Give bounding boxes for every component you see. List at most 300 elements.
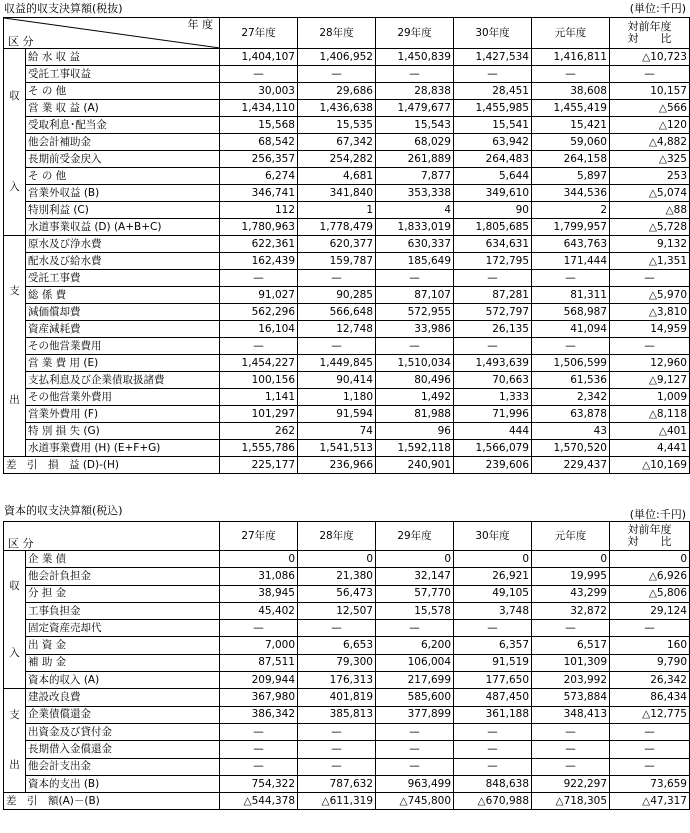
income-row [4,253,690,270]
income-cell: 90,414 [298,372,376,389]
income-header-compare-bottom: 対 比 [627,32,672,45]
capital-cell: △718,305 [532,793,610,810]
income-cell: △401 [610,423,690,440]
income-cell: — [610,66,690,83]
income-cell: 1,450,839 [376,49,454,66]
income-cell: 91,594 [298,406,376,423]
income-category-wrap [6,238,23,455]
capital-cell: 29,124 [610,602,690,619]
income-header-division-cell [4,18,220,49]
capital-cell: — [220,620,298,637]
income-row [4,66,690,83]
capital-category-char: 出 [9,759,20,772]
capital-cell: 0 [220,551,298,568]
capital-cell: 386,342 [220,706,298,723]
capital-cell: — [454,758,532,775]
capital-cell: 963,499 [376,775,454,792]
capital-cell: 0 [532,551,610,568]
income-cell: — [532,338,610,355]
capital-cell: — [376,741,454,758]
income-cell: 264,158 [532,151,610,168]
income-cell: 1,493,639 [454,355,532,372]
capital-cell: 31,086 [220,568,298,585]
capital-row [4,637,690,654]
income-row-label: 総 係 費 [26,287,220,304]
capital-row-label: 分 担 金 [26,585,220,602]
income-cell: △3,810 [610,304,690,321]
income-cell: 240,901 [376,457,454,474]
capital-cell: — [220,723,298,740]
capital-cell: 26,921 [454,568,532,585]
income-row-label: 受託工事費 [26,270,220,287]
capital-category-wrap [6,552,23,686]
income-cell: 229,437 [532,457,610,474]
capital-cell: 848,638 [454,775,532,792]
income-row-label: 減価償却費 [26,304,220,321]
capital-cell: — [610,758,690,775]
income-cell: 2 [532,202,610,219]
income-cell: 41,094 [532,321,610,338]
income-cell: 1,454,227 [220,355,298,372]
income-category-char: 収 [9,89,20,102]
capital-table-title: 資本的収支決算額(税込) [4,504,123,517]
capital-cell: 26,342 [610,672,690,689]
capital-cell: — [298,741,376,758]
capital-cell: 361,188 [454,706,532,723]
income-cell: — [610,338,690,355]
income-cell: 1,416,811 [532,49,610,66]
capital-cell: 21,380 [298,568,376,585]
income-cell: 81,311 [532,287,610,304]
capital-cell: 754,322 [220,775,298,792]
income-cell: 14,959 [610,321,690,338]
income-cell: 43 [532,423,610,440]
income-cell: 1,799,957 [532,219,610,236]
capital-cell: 9,790 [610,654,690,671]
capital-row-label: 出資金及び貸付金 [26,723,220,740]
income-cell: 566,648 [298,304,376,321]
capital-cell: 209,944 [220,672,298,689]
income-cell: 9,132 [610,236,690,253]
capital-cell: — [610,723,690,740]
capital-cell: △745,800 [376,793,454,810]
capital-cell: — [220,741,298,758]
capital-cell: 15,578 [376,602,454,619]
capital-row-label: 資本的支出 (B) [26,775,220,792]
capital-row-label: 差 引 額(A)－(B) [4,793,220,810]
capital-row-label: 工事負担金 [26,602,220,619]
capital-cell: — [610,741,690,758]
income-cell: △1,351 [610,253,690,270]
capital-cell: 217,699 [376,672,454,689]
income-row-label: 受取利息･配当金 [26,117,220,134]
income-category-cell [4,49,26,236]
income-cell: △120 [610,117,690,134]
income-row [4,372,690,389]
income-cell: — [220,270,298,287]
capital-cell: — [454,620,532,637]
income-cell: 68,542 [220,134,298,151]
income-row [4,321,690,338]
income-row-label: 他会計補助金 [26,134,220,151]
income-cell: 33,986 [376,321,454,338]
capital-cell: — [454,723,532,740]
capital-cell: — [298,620,376,637]
capital-cell: 38,945 [220,585,298,602]
income-cell: 1,805,685 [454,219,532,236]
income-row [4,304,690,321]
capital-cell: 101,309 [532,654,610,671]
capital-header-compare-top: 対前年度 [627,523,672,536]
income-cell: △5,074 [610,185,690,202]
income-cell: 100,156 [220,372,298,389]
income-cell: 568,987 [532,304,610,321]
income-cell: 28,451 [454,83,532,100]
income-row-label: 営 業 費 用 (E) [26,355,220,372]
income-cell: 239,606 [454,457,532,474]
income-row [4,389,690,406]
capital-cell: 0 [376,551,454,568]
income-cell: 70,663 [454,372,532,389]
income-cell: 171,444 [532,253,610,270]
income-header-year-label: 年 度 [187,18,213,31]
capital-cell: 12,507 [298,602,376,619]
income-cell: 15,568 [220,117,298,134]
capital-cell: △47,317 [610,793,690,810]
capital-category-cell [4,689,26,793]
capital-cell: 3,748 [454,602,532,619]
income-row-label: そ の 他 [26,83,220,100]
capital-cell: 43,299 [532,585,610,602]
income-cell: 172,795 [454,253,532,270]
capital-header-year-1: 28年度 [298,522,376,551]
capital-row [4,793,690,810]
income-cell: 1,479,677 [376,100,454,117]
income-row-label: 原水及び浄水費 [26,236,220,253]
capital-row [4,775,690,792]
income-row [4,338,690,355]
income-header-year-4: 元年度 [532,18,610,49]
income-cell: 1,555,786 [220,440,298,457]
capital-row-label: 出 資 金 [26,637,220,654]
income-cell: 353,338 [376,185,454,202]
income-category-char: 入 [9,181,20,194]
income-cell: 1,541,513 [298,440,376,457]
capital-cell: △12,775 [610,706,690,723]
income-cell: △88 [610,202,690,219]
income-row-label: 水道事業費用 (H) (E+F+G) [26,440,220,457]
income-row-label: その他営業外費用 [26,389,220,406]
capital-row [4,741,690,758]
income-cell: — [298,270,376,287]
income-cell: 185,649 [376,253,454,270]
capital-cell: 91,519 [454,654,532,671]
capital-cell: 6,200 [376,637,454,654]
capital-row [4,551,690,568]
income-cell: 4,441 [610,440,690,457]
income-cell: 15,541 [454,117,532,134]
capital-cell: 377,899 [376,706,454,723]
income-row [4,270,690,287]
income-cell: 236,966 [298,457,376,474]
capital-cell: 6,653 [298,637,376,654]
income-cell: △10,169 [610,457,690,474]
capital-cell: — [532,620,610,637]
capital-row [4,568,690,585]
income-cell: 622,361 [220,236,298,253]
income-row-label: 営業外費用 (F) [26,406,220,423]
income-cell: 91,027 [220,287,298,304]
capital-row [4,723,690,740]
income-category-char: 支 [9,285,20,298]
capital-cell: △611,319 [298,793,376,810]
income-cell: 256,357 [220,151,298,168]
income-cell: 1,455,419 [532,100,610,117]
income-cell: 1,780,963 [220,219,298,236]
income-cell: 26,135 [454,321,532,338]
income-cell: 81,988 [376,406,454,423]
capital-row-label: 他会計負担金 [26,568,220,585]
income-cell: 38,608 [532,83,610,100]
income-row-label: 特 別 損 失 (G) [26,423,220,440]
income-cell: 67,342 [298,134,376,151]
income-row-label: 営業外収益 (B) [26,185,220,202]
income-cell: 444 [454,423,532,440]
income-cell: — [220,338,298,355]
income-row-label: 資産減耗費 [26,321,220,338]
income-cell: 4,681 [298,168,376,185]
income-cell: 12,960 [610,355,690,372]
capital-row [4,672,690,689]
capital-category-char: 収 [9,579,20,592]
income-cell: — [376,270,454,287]
income-statement-table [3,17,690,474]
income-cell: 15,421 [532,117,610,134]
capital-cell: 56,473 [298,585,376,602]
income-cell: △8,118 [610,406,690,423]
capital-header-year-4: 元年度 [532,522,610,551]
income-cell: 15,535 [298,117,376,134]
income-cell: 29,686 [298,83,376,100]
capital-cell: — [220,758,298,775]
capital-cell: △5,806 [610,585,690,602]
capital-cell: — [376,758,454,775]
capital-header-compare [610,522,690,551]
capital-row-label: 資本的収入 (A) [26,672,220,689]
income-category-cell [4,236,26,457]
capital-row-label: 企 業 債 [26,551,220,568]
income-cell: 12,748 [298,321,376,338]
income-cell: 254,282 [298,151,376,168]
income-cell: 59,060 [532,134,610,151]
capital-row-label: 企業債償還金 [26,706,220,723]
capital-header-compare-bottom: 対 比 [627,535,672,548]
capital-cell: 6,357 [454,637,532,654]
capital-header-year-0: 27年度 [220,522,298,551]
income-cell: △9,127 [610,372,690,389]
income-cell: — [532,66,610,83]
income-row [4,100,690,117]
income-cell: 1,570,520 [532,440,610,457]
income-row-label: 受託工事収益 [26,66,220,83]
capital-cell: 348,413 [532,706,610,723]
capital-cell: 573,884 [532,689,610,706]
income-cell: △566 [610,100,690,117]
capital-unit-label: (単位:千円) [629,508,686,521]
income-category-char: 出 [9,393,20,406]
income-header-year-0: 27年度 [220,18,298,49]
income-header-compare [610,18,690,49]
income-cell: 5,897 [532,168,610,185]
income-cell: 1,449,845 [298,355,376,372]
capital-cell: 487,450 [454,689,532,706]
income-row [4,49,690,66]
capital-category-cell [4,551,26,689]
income-header-division-label: 区 分 [8,35,34,48]
income-cell: 80,496 [376,372,454,389]
income-cell: 1,492 [376,389,454,406]
income-cell: 261,889 [376,151,454,168]
capital-cell: 0 [610,551,690,568]
income-row [4,440,690,457]
capital-category-wrap [6,691,23,791]
capital-header-year-2: 29年度 [376,522,454,551]
income-cell: △10,723 [610,49,690,66]
income-row [4,134,690,151]
capital-cell: 787,632 [298,775,376,792]
income-cell: 1,566,079 [454,440,532,457]
capital-cell: 106,004 [376,654,454,671]
capital-cell: 7,000 [220,637,298,654]
income-cell: 16,104 [220,321,298,338]
income-cell: 1,455,985 [454,100,532,117]
capital-row [4,758,690,775]
income-row-label: 配水及び給水費 [26,253,220,270]
capital-cell: 401,819 [298,689,376,706]
capital-cell: — [298,723,376,740]
income-category-wrap [6,51,23,234]
income-row-label: 特別利益 (C) [26,202,220,219]
income-header-year-2: 29年度 [376,18,454,49]
income-row [4,406,690,423]
capital-cell: 87,511 [220,654,298,671]
income-cell: 253 [610,168,690,185]
income-row-label: 給 水 収 益 [26,49,220,66]
capital-header-row [4,522,690,551]
income-row-label: 差 引 損 益 (D)-(H) [4,457,220,474]
income-header-row [4,18,690,49]
income-cell: 90,285 [298,287,376,304]
income-cell: 96 [376,423,454,440]
capital-cell: — [376,620,454,637]
income-cell: 15,543 [376,117,454,134]
income-cell: 1,510,034 [376,355,454,372]
income-cell: 1,141 [220,389,298,406]
capital-cell: — [298,758,376,775]
capital-row [4,706,690,723]
capital-row-label: 建設改良費 [26,689,220,706]
income-cell: 341,840 [298,185,376,202]
income-cell: — [376,66,454,83]
capital-cell: 6,517 [532,637,610,654]
capital-cell: — [454,741,532,758]
capital-category-char: 入 [9,646,20,659]
capital-cell: 0 [298,551,376,568]
capital-cell: △6,926 [610,568,690,585]
income-row [4,151,690,168]
income-cell: 1,592,118 [376,440,454,457]
income-cell: 225,177 [220,457,298,474]
capital-statement-table [3,521,690,810]
income-cell: 6,274 [220,168,298,185]
capital-cell: — [532,723,610,740]
income-cell: 264,483 [454,151,532,168]
income-cell: 68,029 [376,134,454,151]
income-cell: 620,377 [298,236,376,253]
capital-cell: — [532,741,610,758]
capital-row [4,620,690,637]
income-cell: 1,506,599 [532,355,610,372]
capital-row [4,602,690,619]
income-cell: 344,536 [532,185,610,202]
income-header-year-3: 30年度 [454,18,532,49]
capital-cell: 32,147 [376,568,454,585]
income-cell: 7,877 [376,168,454,185]
capital-cell: 922,297 [532,775,610,792]
income-row [4,185,690,202]
income-cell: 28,838 [376,83,454,100]
income-cell: 1,833,019 [376,219,454,236]
capital-cell: — [610,620,690,637]
income-row-label: 営 業 収 益 (A) [26,100,220,117]
income-cell: 1,434,110 [220,100,298,117]
income-cell: 63,942 [454,134,532,151]
capital-cell: 0 [454,551,532,568]
income-cell: 643,763 [532,236,610,253]
capital-cell: 57,770 [376,585,454,602]
income-row [4,457,690,474]
income-cell: — [454,338,532,355]
capital-row [4,689,690,706]
capital-cell: — [532,758,610,775]
income-cell: 1,778,479 [298,219,376,236]
income-cell: 159,787 [298,253,376,270]
capital-row [4,585,690,602]
income-cell: △5,970 [610,287,690,304]
income-cell: 1,427,534 [454,49,532,66]
income-cell: 562,296 [220,304,298,321]
income-row-label: その他営業費用 [26,338,220,355]
income-row-label: 支払利息及び企業債取扱諸費 [26,372,220,389]
income-cell: 1,009 [610,389,690,406]
capital-row-label: 補 助 金 [26,654,220,671]
income-cell: 61,536 [532,372,610,389]
income-row-label: そ の 他 [26,168,220,185]
capital-cell: 177,650 [454,672,532,689]
capital-cell: 73,659 [610,775,690,792]
income-cell: 4 [376,202,454,219]
income-cell: 5,644 [454,168,532,185]
income-row [4,219,690,236]
capital-row-label: 他会計支出金 [26,758,220,775]
capital-cell: 32,872 [532,602,610,619]
income-cell: 63,878 [532,406,610,423]
capital-cell: 367,980 [220,689,298,706]
capital-cell: 45,402 [220,602,298,619]
income-cell: 74 [298,423,376,440]
capital-cell: 203,992 [532,672,610,689]
capital-cell: 385,813 [298,706,376,723]
